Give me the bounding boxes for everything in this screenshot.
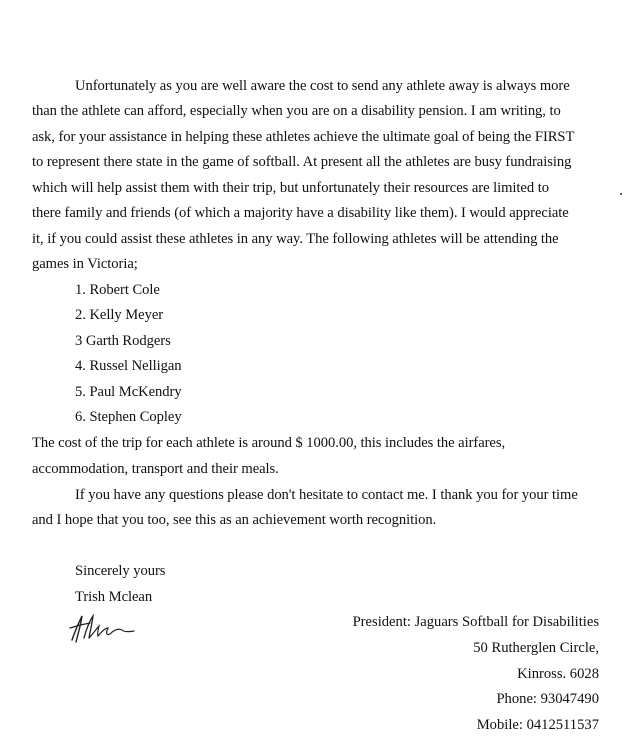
cost-line: The cost of the trip for each athlete is around $ 1000.00, this includes the airfares, [32,435,506,451]
handwritten-signature [66,610,146,646]
athlete-list-item: 6. Stephen Copley [75,409,182,425]
contact-street: 50 Rutherglen Circle, [473,640,599,656]
athlete-list-item: 1. Robert Cole [75,282,160,298]
paragraph-line: than the athlete can afford, especially when you are on a disability pension. I am writing, to [32,103,561,119]
contact-title: President: Jaguars Softball for Disabilities [352,614,599,630]
athlete-list-item: 4. Russel Nelligan [75,358,182,374]
sign-off: Sincerely yours [75,563,166,579]
paragraph-line: to represent there state in the game of softball. At present all the athletes are busy fundraising [32,154,572,170]
paragraph-line: which will help assist them with their trip, but unfortunately their resources are limited to [32,180,549,196]
paragraph-line: games in Victoria; [32,256,138,272]
contact-mobile: Mobile: 0412511537 [476,717,599,733]
athlete-list-item: 2. Kelly Meyer [75,307,164,323]
closing-line: If you have any questions please don't hesitate to contact me. I thank you for your time [75,487,578,503]
contact-phone: Phone: 93047490 [496,691,599,707]
contact-suburb: Kinross. 6028 [517,666,599,682]
athlete-list-item: 3 Garth Rodgers [75,333,171,349]
cost-line: accommodation, transport and their meals. [32,461,279,477]
paragraph-line: it, if you could assist these athletes in any way. The following athletes will be attending the [32,231,559,247]
paragraph-line: Unfortunately as you are well aware the cost to send any athlete away is always more [75,78,570,94]
closing-line: and I hope that you too, see this as an achievement worth recognition. [32,512,437,528]
signer-name: Trish Mclean [75,589,153,605]
athlete-list-item: 5. Paul McKendry [75,384,182,400]
scan-speck [620,193,622,195]
paragraph-line: ask, for your assistance in helping these athletes achieve the ultimate goal of being the FIRST [32,129,575,145]
paragraph-line: there family and friends (of which a majority have a disability like them). I would appreciate [32,205,569,221]
